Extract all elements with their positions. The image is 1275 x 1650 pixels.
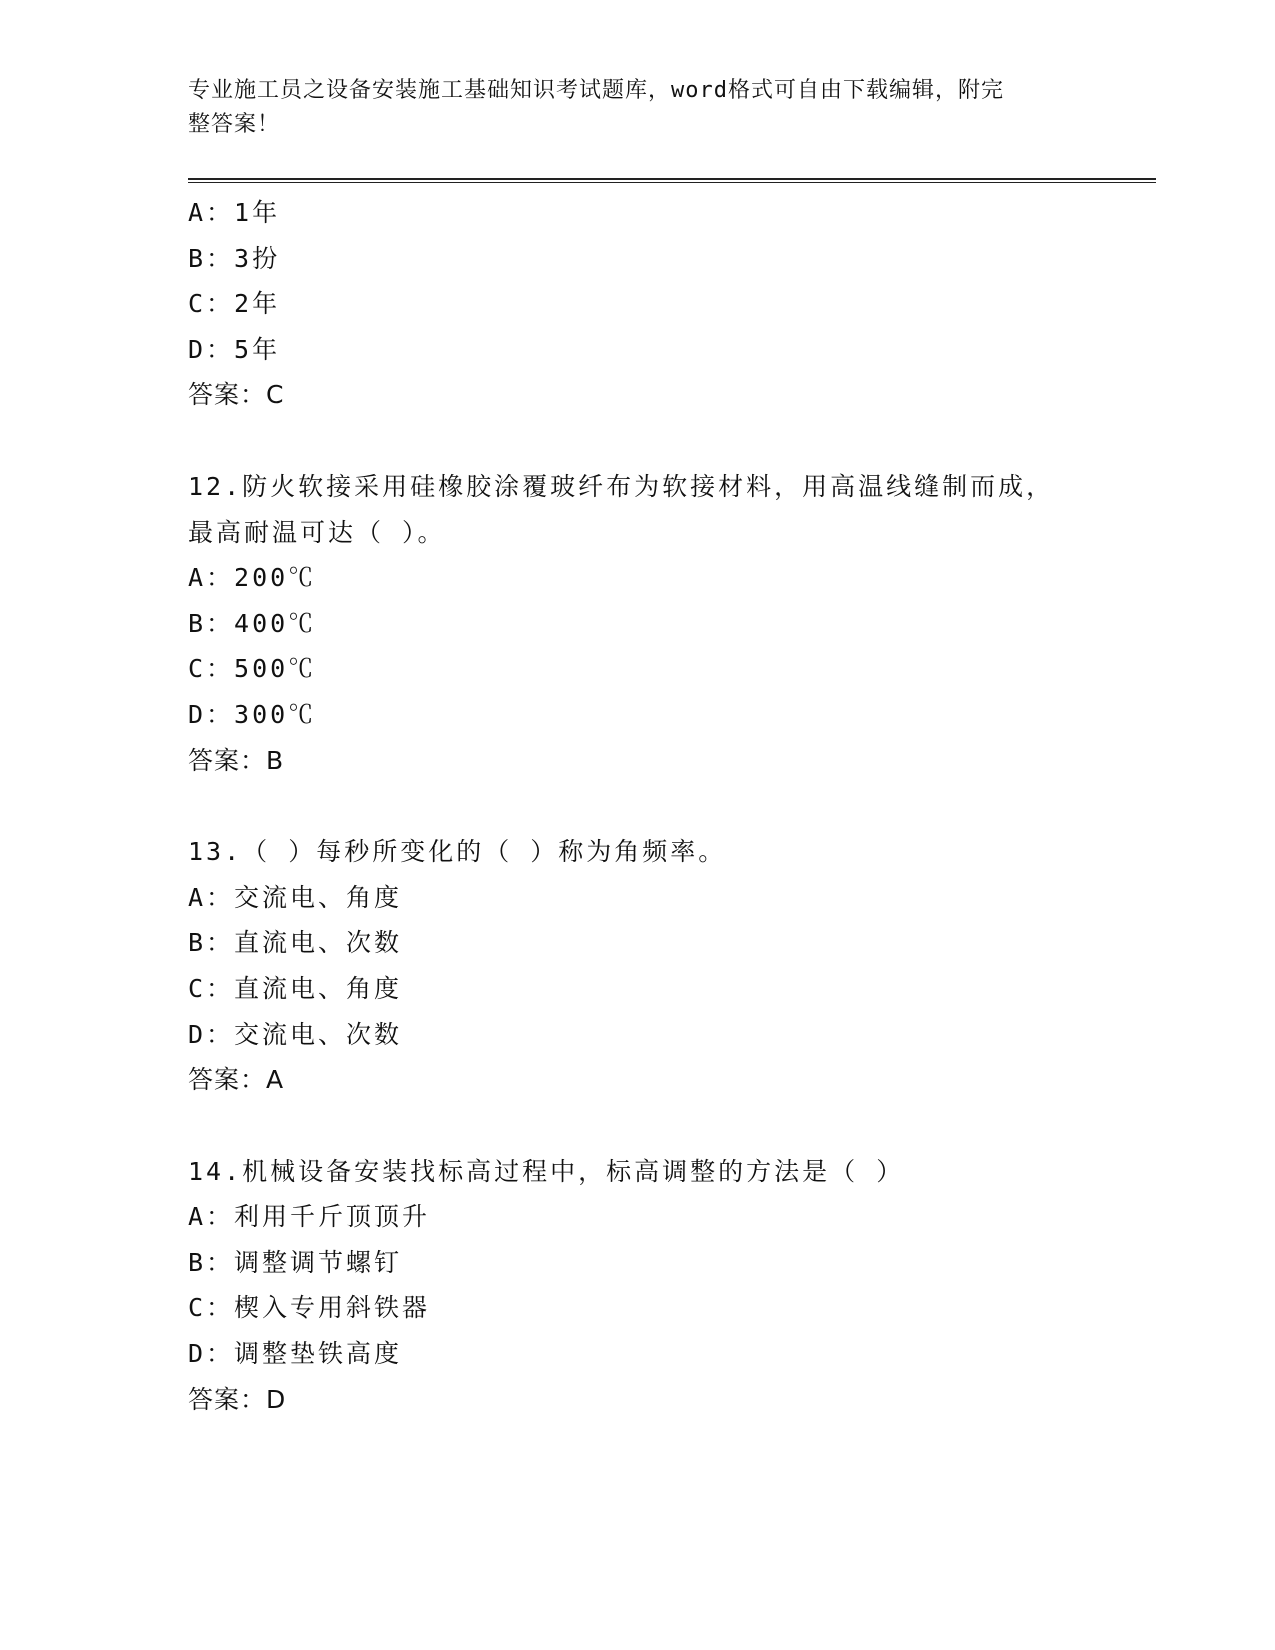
option-c: C：500℃: [188, 654, 317, 684]
option-c: C：直流电、角度: [188, 973, 403, 1003]
option-c: C：楔入专用斜铁器: [188, 1293, 431, 1323]
option-a: A：利用千斤顶顶升: [188, 1202, 431, 1232]
option-b: B：3扮: [188, 243, 281, 273]
option-a: A：200℃: [188, 563, 317, 593]
option-d: D：调整垫铁高度: [188, 1339, 403, 1369]
question-block: [188, 190, 1088, 418]
document-header: [188, 74, 1068, 142]
question-stem-line: 最高耐温可达（ ）。: [188, 517, 446, 547]
option-b: B：400℃: [188, 608, 317, 638]
answer-line: 答案：B: [188, 745, 285, 775]
option-a: A：交流电、角度: [188, 882, 403, 912]
question-block: [188, 1149, 1088, 1423]
option-d: D：300℃: [188, 699, 317, 729]
question-stem-line: 13.（ ）每秒所变化的（ ）称为角频率。: [188, 837, 727, 867]
option-c: C：2年: [188, 289, 281, 319]
option-b: B：调整调节螺钉: [188, 1247, 403, 1277]
question-list: [188, 190, 1088, 1422]
question-block: [188, 829, 1088, 1103]
option-b: B：直流电、次数: [188, 928, 403, 958]
answer-line: 答案：D: [188, 1384, 287, 1414]
option-d: D：5年: [188, 334, 281, 364]
question-stem-line: 14.机械设备安装找标高过程中，标高调整的方法是（ ）: [188, 1156, 905, 1186]
header-line-1: 专业施工员之设备安装施工基础知识考试题库，word格式可自由下载编辑，附完: [188, 78, 1004, 103]
header-divider: [188, 178, 1156, 183]
answer-line: 答案：C: [188, 380, 285, 410]
option-a: A：1年: [188, 198, 281, 227]
option-d: D：交流电、次数: [188, 1019, 403, 1049]
question-block: [188, 464, 1088, 783]
answer-line: 答案：A: [188, 1065, 285, 1095]
header-line-2: 整答案！: [188, 112, 281, 137]
question-stem-line: 12.防火软接采用硅橡胶涂覆玻纤布为软接材料，用高温线缝制而成，: [188, 471, 1055, 501]
